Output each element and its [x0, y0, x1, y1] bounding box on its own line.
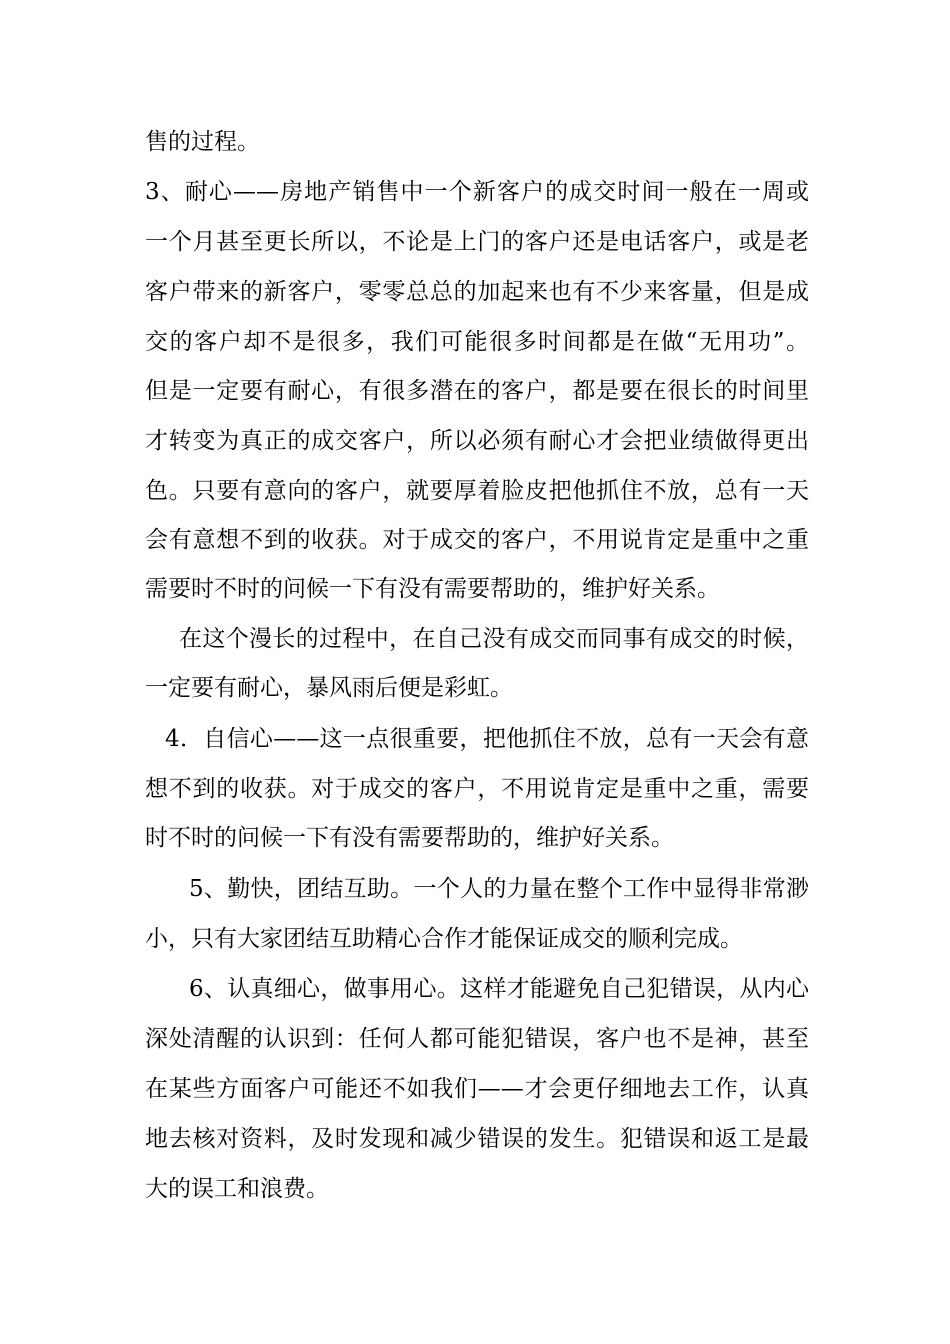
- text-line: 时不时的问候一下有没有需要帮助的，维护好关系。: [145, 825, 674, 851]
- text-line: 4．自信心——这一点很重要，把他抓住不放，总有一天会有意: [165, 726, 809, 752]
- text-line: 5、勤快，团结互助。一个人的力量在整个工作中显得非常渺: [189, 876, 809, 902]
- text-line: 会有意想不到的收获。对于成交的客户，不用说肯定是重中之重: [145, 527, 809, 553]
- text-line: 但是一定要有耐心，有很多潜在的客户，都是要在很长的时间里: [145, 378, 809, 404]
- text-line: 才转变为真正的成交客户，所以必须有耐心才会把业绩做得更出: [145, 428, 809, 454]
- text-line: 3、耐心——房地产销售中一个新客户的成交时间一般在一周或: [145, 179, 809, 205]
- text-line: 在这个漫长的过程中，在自己没有成交而同事有成交的时候，: [179, 626, 809, 652]
- text-line: 小，只有大家团结互助精心合作才能保证成交的顺利完成。: [145, 926, 743, 952]
- text-line: 深处清醒的认识到：任何人都可能犯错误，客户也不是神，甚至: [145, 1026, 809, 1052]
- text-line: 一定要有耐心，暴风雨后便是彩虹。: [145, 675, 513, 701]
- text-line: 色。只要有意向的客户，就要厚着脸皮把他抓住不放，总有一天: [145, 478, 809, 504]
- text-line: 售的过程。: [145, 129, 260, 155]
- text-line: 大的误工和浪费。: [145, 1176, 329, 1202]
- text-line: 客户带来的新客户，零零总总的加起来也有不少来客量，但是成: [145, 279, 809, 305]
- text-line: 需要时不时的问候一下有没有需要帮助的，维护好关系。: [145, 576, 720, 602]
- text-line: 想不到的收获。对于成交的客户，不用说肯定是重中之重，需要: [145, 776, 809, 802]
- text-line: 6、认真细心，做事用心。这样才能避免自己犯错误，从内心: [189, 976, 809, 1002]
- text-line: 在某些方面客户可能还不如我们——才会更仔细地去工作，认真: [145, 1076, 809, 1102]
- text-line: 交的客户却不是很多，我们可能很多时间都是在做“无用功”。: [145, 329, 809, 355]
- text-line: 地去核对资料，及时发现和减少错误的发生。犯错误和返工是最: [145, 1126, 809, 1152]
- text-line: 一个月甚至更长所以，不论是上门的客户还是电话客户，或是老: [145, 229, 809, 255]
